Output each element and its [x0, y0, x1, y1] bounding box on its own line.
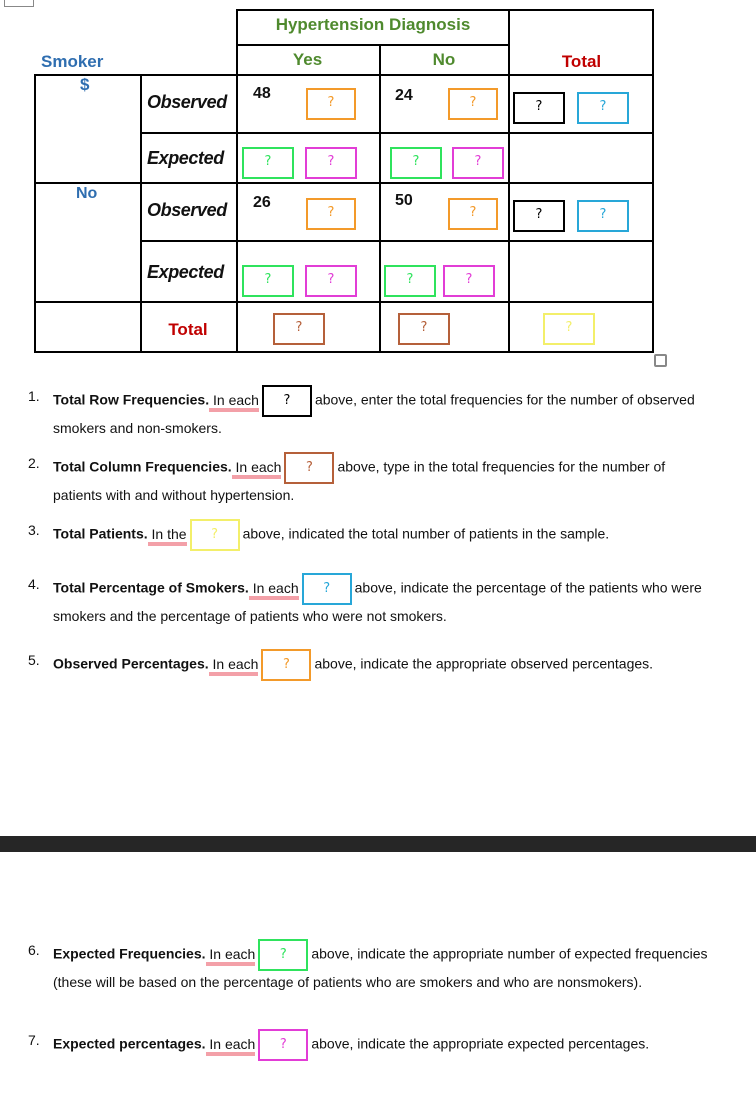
row-total-box[interactable]: ?	[513, 92, 565, 124]
expected-freq-box[interactable]: ?	[390, 147, 442, 179]
observed-smoker-no: 24	[395, 87, 413, 104]
instruction-6: 6. Expected Frequencies. In each ? above, indicate the appropriate number of expected frequencies (these will be based on the percentage of patients who are smokers and who are nonsmokers).	[28, 939, 718, 993]
column-total-box[interactable]: ?	[273, 313, 325, 345]
observed-smoker-yes: 48	[253, 85, 271, 102]
instruction-2: 2. Total Column Frequencies. In each ? above, type in the total frequencies for the number of patients with and without hypertension.	[28, 452, 718, 506]
column-total-box-key: ?	[284, 452, 334, 484]
smoker-no-label: No	[76, 185, 98, 202]
observed-nonsmoker-yes: 26	[253, 194, 271, 211]
row-total-box[interactable]: ?	[513, 200, 565, 232]
row-total-box-key: ?	[262, 385, 312, 417]
instruction-3: 3. Total Patients. In the ? above, indicated the total number of patients in the sample.	[28, 519, 718, 551]
expected-label-1: Expected	[147, 148, 224, 168]
smoker-pct-box[interactable]: ?	[577, 92, 629, 124]
grand-total-box[interactable]: ?	[543, 313, 595, 345]
table-resize-handle[interactable]	[654, 354, 667, 367]
instruction-title: Total Percentage of Smokers.	[53, 579, 249, 596]
instruction-title: Expected Frequencies.	[53, 945, 206, 962]
instruction-7: 7. Expected percentages. In each ? above, indicate the appropriate expected percentages.	[28, 1029, 718, 1061]
total-header: Total	[561, 52, 602, 71]
expected-pct-box-key: ?	[258, 1029, 308, 1061]
instruction-title: Observed Percentages.	[53, 655, 209, 672]
observed-label-1: Observed	[147, 92, 227, 112]
observed-nonsmoker-no: 50	[395, 192, 413, 209]
instruction-title: Total Patients.	[53, 525, 148, 542]
observed-pct-box[interactable]: ?	[306, 198, 356, 230]
instruction-title: Expected percentages.	[53, 1035, 206, 1052]
smoker-yes-label: $	[80, 75, 90, 94]
yes-header: Yes	[292, 50, 323, 69]
observed-pct-box[interactable]: ?	[448, 88, 498, 120]
instruction-title: Total Row Frequencies.	[53, 391, 210, 408]
hypertension-diagnosis-header: Hypertension Diagnosis	[275, 15, 471, 34]
smoker-header: Smoker	[41, 52, 104, 71]
no-header: No	[432, 50, 456, 69]
instruction-5: 5. Observed Percentages. In each ? above, indicate the appropriate observed percentages.	[28, 649, 718, 681]
grand-total-box-key: ?	[190, 519, 240, 551]
expected-pct-box[interactable]: ?	[452, 147, 504, 179]
instruction-4: 4. Total Percentage of Smokers. In each ? above, indicate the percentage of the patients who were smokers and the percentage of patients who were not smokers.	[28, 573, 718, 627]
total-row-label: Total	[168, 320, 208, 339]
expected-freq-box[interactable]: ?	[384, 265, 436, 297]
observed-pct-box-key: ?	[261, 649, 311, 681]
expected-pct-box[interactable]: ?	[305, 265, 357, 297]
expected-pct-box[interactable]: ?	[443, 265, 495, 297]
observed-pct-box[interactable]: ?	[306, 88, 356, 120]
page-separator	[0, 836, 756, 852]
column-total-box[interactable]: ?	[398, 313, 450, 345]
expected-freq-box[interactable]: ?	[242, 265, 294, 297]
expected-pct-box[interactable]: ?	[305, 147, 357, 179]
observed-label-2: Observed	[147, 200, 227, 220]
expected-label-2: Expected	[147, 262, 224, 282]
instruction-title: Total Column Frequencies.	[53, 458, 232, 475]
instruction-1: 1. Total Row Frequencies. In each ? above, enter the total frequencies for the number of observed smokers and non-smokers.	[28, 385, 718, 439]
expected-freq-box[interactable]: ?	[242, 147, 294, 179]
smoker-pct-box[interactable]: ?	[577, 200, 629, 232]
corner-checkbox	[4, 0, 34, 7]
expected-freq-box-key: ?	[258, 939, 308, 971]
smoker-pct-box-key: ?	[302, 573, 352, 605]
observed-pct-box[interactable]: ?	[448, 198, 498, 230]
